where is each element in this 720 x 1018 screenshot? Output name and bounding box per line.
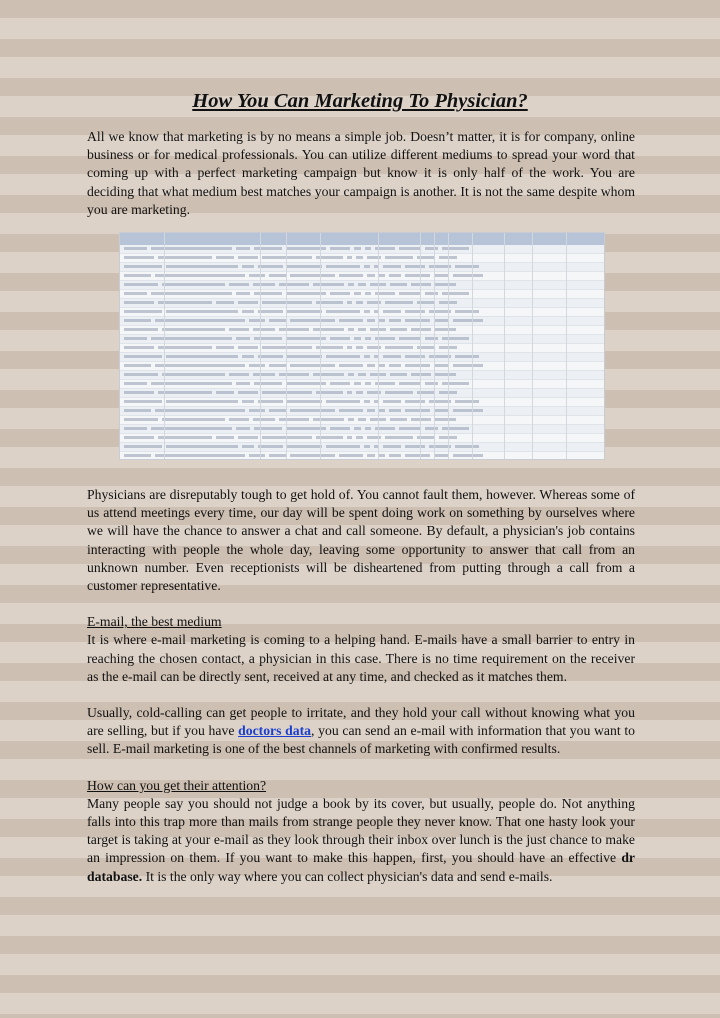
spreadsheet-cell	[379, 409, 385, 412]
spreadsheet-cell	[124, 427, 147, 430]
spreadsheet-cell	[435, 328, 456, 331]
email-section	[87, 613, 635, 686]
spreadsheet-cell	[389, 364, 401, 367]
spreadsheet-cell	[453, 319, 483, 322]
spreadsheet-cell	[258, 265, 283, 268]
spreadsheet-cell	[383, 355, 401, 358]
spreadsheet-cell	[385, 436, 413, 439]
spreadsheet-cell	[124, 283, 158, 286]
spreadsheet-cell	[405, 400, 425, 403]
spreadsheet-cell	[124, 418, 158, 421]
email-section-body: It is where e-mail marketing is coming to a helping hand. E-mails have a small barrier to entry in reaching the chosen contact, a physician in this case. There is no time requirement on the receiver as the e-mail can be directly sent, received at any time, and checked as it matches them.	[87, 632, 635, 684]
spreadsheet-column-line	[420, 233, 421, 459]
spreadsheet-cell	[238, 436, 258, 439]
cold-calling-text-after: , you can send an e-mail with information that you want to sell. E-mail marketing is one of the best channels of marketing with confirmed results.	[87, 723, 635, 757]
spreadsheet-screenshot-image	[119, 232, 605, 460]
spreadsheet-cell	[254, 427, 282, 430]
spreadsheet-cell	[435, 283, 456, 286]
spreadsheet-cell	[162, 283, 225, 286]
spreadsheet-cell	[365, 337, 371, 340]
spreadsheet-cell	[254, 247, 282, 250]
spreadsheet-cell	[269, 364, 286, 367]
spreadsheet-cell	[356, 301, 363, 304]
spreadsheet-cell	[269, 274, 286, 277]
spreadsheet-cell	[254, 382, 282, 385]
spreadsheet-cell	[365, 427, 371, 430]
intro-paragraph: All we know that marketing is by no means a simple job. Doesn’t matter, it is for company, online business or for medical professionals. You can utilize different mediums to spread your word that coming up with a perfect marketing campaign but know it is only half of the work. You are deciding that what medium best matches your campaign is another. It is not the same despite whom you are marketing.	[87, 129, 635, 217]
spreadsheet-cell	[313, 283, 344, 286]
spreadsheet-cell	[354, 292, 361, 295]
spreadsheet-cell	[455, 355, 479, 358]
spreadsheet-cell	[249, 409, 265, 412]
spreadsheet-cell	[242, 265, 254, 268]
spreadsheet-cell	[339, 319, 363, 322]
spreadsheet-cell	[367, 319, 375, 322]
cold-calling-text-before: Usually, cold-calling can get people to irritate, and they hold your call without knowing what you are selling, but if you have	[87, 705, 635, 739]
spreadsheet-cell	[367, 274, 375, 277]
spreadsheet-cell	[367, 454, 375, 457]
spreadsheet-cell	[287, 265, 322, 268]
spreadsheet-column-line	[532, 233, 533, 459]
spreadsheet-cell	[249, 364, 265, 367]
spreadsheet-cell	[365, 247, 371, 250]
spreadsheet-cell	[405, 274, 430, 277]
spreadsheet-cell	[347, 436, 352, 439]
spreadsheet-cell	[238, 256, 258, 259]
spreadsheet-cell	[216, 436, 234, 439]
spreadsheet-cell	[290, 409, 335, 412]
spreadsheet-cell	[124, 382, 147, 385]
attention-section	[87, 777, 635, 886]
page-title: How You Can Marketing To Physician?	[192, 90, 528, 112]
spreadsheet-cell	[124, 373, 158, 376]
spreadsheet-cell	[124, 445, 162, 448]
spreadsheet-cell	[229, 418, 249, 421]
spreadsheet-cell	[442, 292, 469, 295]
spreadsheet-cell	[258, 355, 283, 358]
spreadsheet-cell	[389, 454, 401, 457]
spreadsheet-cell	[158, 256, 212, 259]
spreadsheet-cell	[216, 256, 234, 259]
spreadsheet-cell	[262, 346, 312, 349]
spreadsheet-cell	[358, 328, 366, 331]
spreadsheet-cell	[348, 373, 354, 376]
spreadsheet-cell	[269, 409, 286, 412]
spreadsheet-cell	[453, 454, 483, 457]
spreadsheet-cell	[313, 373, 344, 376]
spreadsheet-cell	[442, 382, 469, 385]
spreadsheet-cell	[455, 445, 479, 448]
spreadsheet-cell	[124, 328, 158, 331]
spreadsheet-cell	[279, 373, 309, 376]
spreadsheet-cell	[435, 373, 456, 376]
spreadsheet-cell	[364, 310, 370, 313]
spreadsheet-cell	[262, 436, 312, 439]
spreadsheet-cell	[365, 292, 371, 295]
spreadsheet-cell	[434, 409, 449, 412]
spreadsheet-cell	[258, 310, 283, 313]
spreadsheet-cell	[354, 382, 361, 385]
spreadsheet-column-line	[260, 233, 261, 459]
spreadsheet-cell	[236, 337, 250, 340]
spreadsheet-cell	[425, 337, 438, 340]
spreadsheet-cell	[155, 409, 245, 412]
spreadsheet-cell	[383, 265, 401, 268]
spreadsheet-column-line	[504, 233, 505, 459]
spreadsheet-cell	[390, 328, 407, 331]
spreadsheet-cell	[347, 256, 352, 259]
spreadsheet-column-line	[472, 233, 473, 459]
spreadsheet-cell	[124, 400, 162, 403]
spreadsheet-cell	[124, 346, 154, 349]
spreadsheet-cell	[166, 355, 238, 358]
spreadsheet-cell	[124, 454, 151, 457]
spreadsheet-cell	[249, 274, 265, 277]
spreadsheet-cell	[124, 409, 151, 412]
spreadsheet-cell	[258, 445, 283, 448]
spreadsheet-cell	[365, 382, 371, 385]
spreadsheet-cell	[354, 247, 361, 250]
spreadsheet-cell	[253, 373, 275, 376]
spreadsheet-cell	[434, 274, 449, 277]
spreadsheet-cell	[385, 256, 413, 259]
spreadsheet-cell	[399, 247, 421, 250]
spreadsheet-cell	[287, 400, 322, 403]
spreadsheet-cell	[290, 319, 335, 322]
spreadsheet-cell	[158, 346, 212, 349]
spreadsheet-cell	[326, 310, 360, 313]
spreadsheet-cell	[124, 391, 154, 394]
spreadsheet-column-line	[320, 233, 321, 459]
spreadsheet-cell	[425, 427, 438, 430]
spreadsheet-cell	[330, 427, 350, 430]
spreadsheet-cell	[405, 355, 425, 358]
spreadsheet-cell	[290, 364, 335, 367]
spreadsheet-cell	[455, 265, 479, 268]
spreadsheet-cell	[124, 301, 154, 304]
spreadsheet-cell	[330, 292, 350, 295]
spreadsheet-cell	[405, 265, 425, 268]
spreadsheet-cell	[216, 346, 234, 349]
spreadsheet-cell	[162, 418, 225, 421]
doctors-data-link[interactable]: doctors data	[238, 723, 312, 739]
spreadsheet-cell	[279, 328, 309, 331]
spreadsheet-cell	[405, 310, 425, 313]
spreadsheet-column-line	[434, 233, 435, 459]
spreadsheet-cell	[399, 427, 421, 430]
spreadsheet-cell	[326, 265, 360, 268]
spreadsheet-cell	[348, 418, 354, 421]
spreadsheet-cell	[236, 427, 250, 430]
spreadsheet-cell	[290, 274, 335, 277]
spreadsheet-cell	[383, 310, 401, 313]
spreadsheet-cell	[356, 436, 363, 439]
spreadsheet-cell	[435, 418, 456, 421]
spreadsheet-cell	[262, 301, 312, 304]
spreadsheet-cell	[385, 391, 413, 394]
spreadsheet-cell	[155, 364, 245, 367]
spreadsheet-cell	[124, 310, 162, 313]
spreadsheet-cell	[238, 301, 258, 304]
physicians-paragraph: Physicians are disreputably tough to get hold of. You cannot fault them, however. Whereas some of us attend meetings every time, our day will be spent doing work on something by ourselves where we will have the chance to answer a chat and call someone. By default, a physician's job contains interacting with people the whole day, leaving some opportunity to answer that call from an unknown number. Even receptionists will be disheartened from putting through a call from a customer representative.	[87, 487, 635, 594]
spreadsheet-cell	[155, 319, 245, 322]
spreadsheet-cell	[339, 409, 363, 412]
spreadsheet-cell	[124, 337, 147, 340]
spreadsheet-cell	[166, 400, 238, 403]
spreadsheet-cell	[216, 391, 234, 394]
spreadsheet-cell	[242, 310, 254, 313]
spreadsheet-cell	[124, 247, 147, 250]
spreadsheet-cell	[411, 418, 431, 421]
spreadsheet-cell	[216, 301, 234, 304]
spreadsheet-cell	[356, 256, 363, 259]
spreadsheet-cell	[405, 319, 430, 322]
spreadsheet-cell	[166, 310, 238, 313]
spreadsheet-cell	[326, 400, 360, 403]
spreadsheet-cell	[453, 274, 483, 277]
spreadsheet-cell	[253, 418, 275, 421]
spreadsheet-cell	[155, 274, 245, 277]
spreadsheet-cell	[229, 283, 249, 286]
spreadsheet-cell	[347, 301, 352, 304]
spreadsheet-cell	[379, 319, 385, 322]
spreadsheet-column-line	[448, 233, 449, 459]
spreadsheet-cell	[434, 319, 449, 322]
spreadsheet-cell	[385, 346, 413, 349]
spreadsheet-cell	[326, 355, 360, 358]
spreadsheet-cell	[162, 328, 225, 331]
spreadsheet-cell	[389, 274, 401, 277]
spreadsheet-cell	[389, 319, 401, 322]
spreadsheet-cell	[339, 454, 363, 457]
spreadsheet-cell	[166, 265, 238, 268]
spreadsheet-cell	[339, 274, 363, 277]
spreadsheet-cell	[379, 454, 385, 457]
article-body	[87, 128, 635, 886]
spreadsheet-cell	[313, 418, 344, 421]
spreadsheet-cell	[249, 319, 265, 322]
spreadsheet-cell	[389, 409, 401, 412]
spreadsheet-cell	[425, 247, 438, 250]
spreadsheet-cell	[383, 445, 401, 448]
spreadsheet-cell	[356, 391, 363, 394]
spreadsheet-cell	[253, 328, 275, 331]
spreadsheet-cell	[330, 337, 350, 340]
spreadsheet-cell	[229, 328, 249, 331]
spreadsheet-cell	[253, 283, 275, 286]
spreadsheet-cell	[254, 337, 282, 340]
spreadsheet-cell	[390, 283, 407, 286]
spreadsheet-cell	[158, 436, 212, 439]
dr-database-bold: dr database.	[87, 850, 635, 884]
spreadsheet-column-line	[566, 233, 567, 459]
spreadsheet-cell	[236, 292, 250, 295]
spreadsheet-column-line	[164, 233, 165, 459]
spreadsheet-cell	[347, 391, 352, 394]
spreadsheet-cell	[453, 409, 483, 412]
spreadsheet-cell	[358, 418, 366, 421]
spreadsheet-cell	[124, 436, 154, 439]
spreadsheet-cell	[269, 454, 286, 457]
spreadsheet-cell	[254, 292, 282, 295]
spreadsheet-cell	[364, 355, 370, 358]
spreadsheet-cell	[455, 400, 479, 403]
spreadsheet-cell	[258, 400, 283, 403]
spreadsheet-cell	[236, 247, 250, 250]
spreadsheet-cell	[287, 310, 322, 313]
spreadsheet-cell	[442, 247, 469, 250]
spreadsheet-cell	[356, 346, 363, 349]
spreadsheet-cell	[425, 292, 438, 295]
spreadsheet-cell	[242, 400, 254, 403]
spreadsheet-cell	[242, 355, 254, 358]
spreadsheet-cell	[238, 346, 258, 349]
spreadsheet-cell	[155, 454, 245, 457]
attention-section-heading: How can you get their attention?	[87, 777, 267, 793]
spreadsheet-cell	[262, 256, 312, 259]
spreadsheet-cell	[390, 418, 407, 421]
spreadsheet-cell	[158, 391, 212, 394]
spreadsheet-cell	[166, 445, 238, 448]
spreadsheet-cell	[326, 445, 360, 448]
spreadsheet-cell	[287, 445, 322, 448]
spreadsheet-cell	[158, 301, 212, 304]
spreadsheet-cell	[434, 364, 449, 367]
spreadsheet-cell	[124, 364, 151, 367]
spreadsheet-cell	[367, 364, 375, 367]
spreadsheet-cell	[434, 454, 449, 457]
spreadsheet-cell	[348, 328, 354, 331]
spreadsheet-cell	[354, 427, 361, 430]
spreadsheet-cell	[399, 292, 421, 295]
spreadsheet-cell	[347, 346, 352, 349]
spreadsheet-cell	[330, 247, 350, 250]
spreadsheet-cell	[124, 319, 151, 322]
spreadsheet-cell	[405, 445, 425, 448]
spreadsheet-cell	[358, 373, 366, 376]
spreadsheet-cell	[364, 445, 370, 448]
spreadsheet-cell	[162, 373, 225, 376]
spreadsheet-cell	[242, 445, 254, 448]
spreadsheet-cell	[358, 283, 366, 286]
spreadsheet-cell	[383, 400, 401, 403]
spreadsheet-cell	[425, 382, 438, 385]
spreadsheet-cell	[124, 256, 154, 259]
spreadsheet-cell	[269, 319, 286, 322]
spreadsheet-cell	[411, 328, 431, 331]
spreadsheet-cell	[236, 382, 250, 385]
spreadsheet-cell	[124, 292, 147, 295]
spreadsheet-cell	[367, 409, 375, 412]
spreadsheet-cell	[279, 418, 309, 421]
spreadsheet-cell	[411, 373, 431, 376]
spreadsheet-cell	[405, 364, 430, 367]
spreadsheet-cell	[364, 265, 370, 268]
spreadsheet-cell	[405, 409, 430, 412]
spreadsheet-cell	[453, 364, 483, 367]
spreadsheet-cell	[399, 337, 421, 340]
spreadsheet-cell	[399, 382, 421, 385]
spreadsheet-cell	[442, 427, 469, 430]
spreadsheet-cell	[364, 400, 370, 403]
spreadsheet-cell	[442, 337, 469, 340]
email-section-heading: E-mail, the best medium	[87, 614, 222, 630]
spreadsheet-cell	[124, 265, 162, 268]
spreadsheet-cell	[405, 454, 430, 457]
spreadsheet-cell	[354, 337, 361, 340]
spreadsheet-cell	[313, 328, 344, 331]
attention-body-before: Many people say you should not judge a book by its cover, but usually, people do. Not anything falls into this trap more than mails from strange people they never know. That one hasty look your target is taking at your e-mail as they look through their inbox over lunch is the just chance to make an impression on them. If you want to make this happen, first, you should have an effective	[87, 795, 635, 866]
spreadsheet-cell	[348, 283, 354, 286]
spreadsheet-cell	[262, 391, 312, 394]
cold-calling-paragraph	[87, 704, 635, 759]
spreadsheet-column-line	[286, 233, 287, 459]
spreadsheet-cell	[455, 310, 479, 313]
spreadsheet-cell	[287, 355, 322, 358]
spreadsheet-cell	[339, 364, 363, 367]
spreadsheet-cell	[330, 382, 350, 385]
spreadsheet-cell	[379, 364, 385, 367]
spreadsheet-cell	[124, 355, 162, 358]
attention-body-after: It is the only way where you can collect physician's data and send e-mails.	[142, 868, 553, 884]
spreadsheet-cell	[279, 283, 309, 286]
spreadsheet-cell	[411, 283, 431, 286]
spreadsheet-cell	[379, 274, 385, 277]
spreadsheet-cell	[124, 274, 151, 277]
spreadsheet-cell	[238, 391, 258, 394]
spreadsheet-column-line	[378, 233, 379, 459]
spreadsheet-cell	[249, 454, 265, 457]
spreadsheet-cell	[390, 373, 407, 376]
spreadsheet-cell	[229, 373, 249, 376]
spreadsheet-cell	[385, 301, 413, 304]
spreadsheet-cell	[290, 454, 335, 457]
